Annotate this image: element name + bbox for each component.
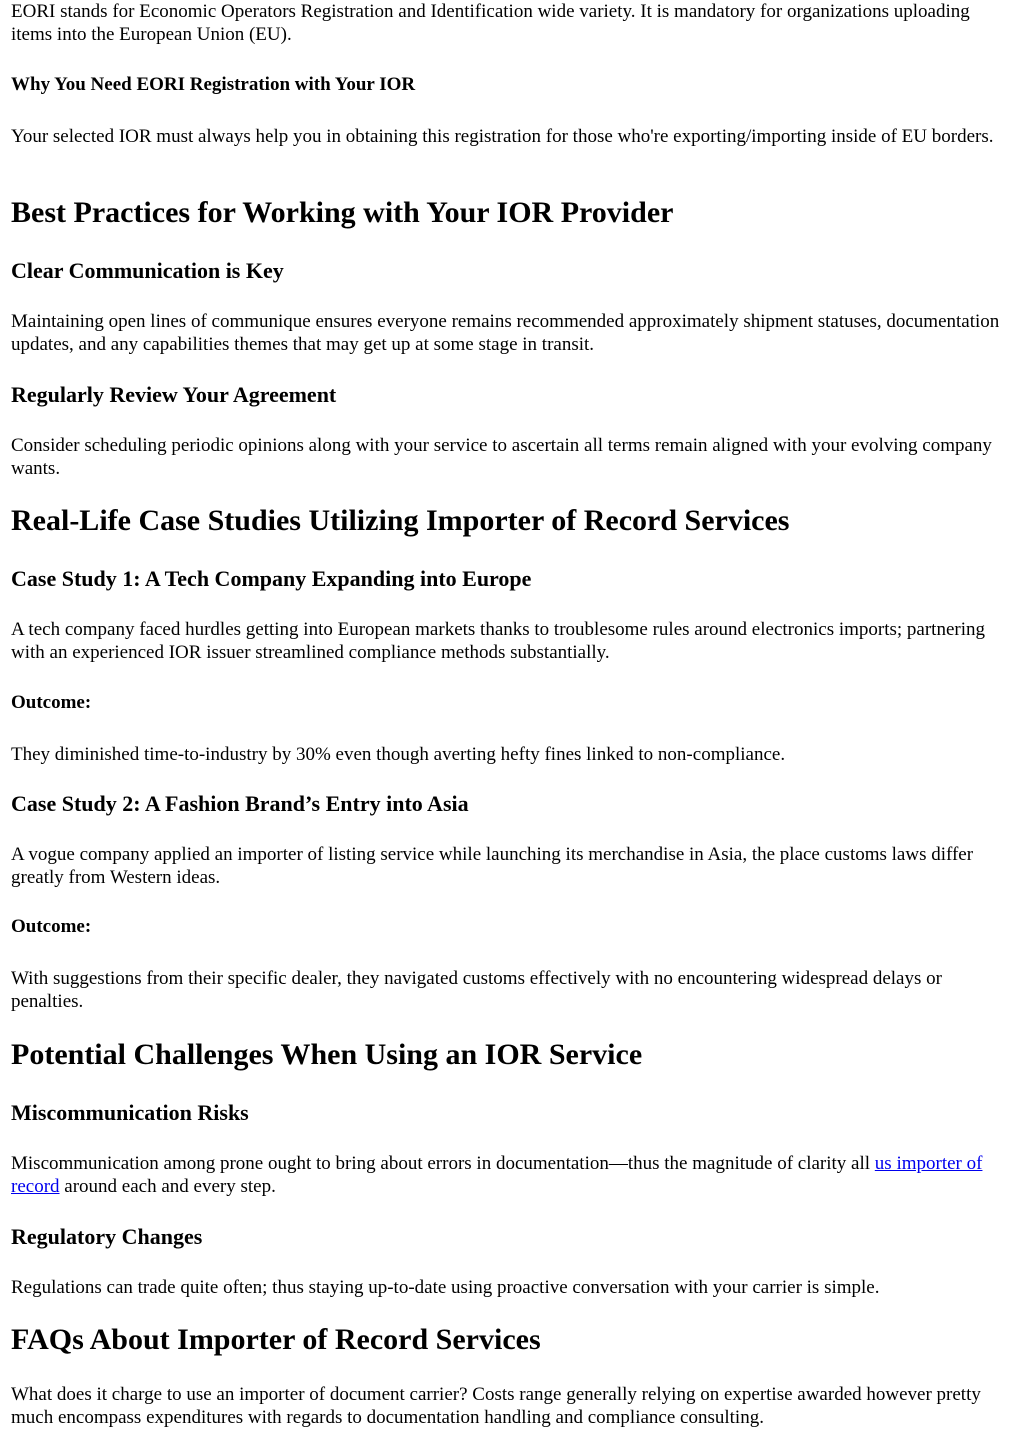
review-agreement-heading: Regularly Review Your Agreement — [11, 382, 337, 407]
miscommunication-heading: Miscommunication Risks — [11, 1100, 249, 1125]
faqs-heading: FAQs About Importer of Record Services — [11, 1323, 541, 1356]
challenges-heading: Potential Challenges When Using an IOR Service — [11, 1038, 643, 1071]
regulatory-changes-paragraph: Regulations can trade quite often; thus staying up-to-date using proactive conversation with your carrier is simple. — [11, 1277, 880, 1298]
case-study-2-heading: Case Study 2: A Fashion Brand’s Entry into Asia — [11, 791, 469, 816]
clear-communication-heading: Clear Communication is Key — [11, 258, 284, 283]
case-study-1-paragraph: A tech company faced hurdles getting into European markets thanks to troublesome rules around electronics imports; partnering with an experienced IOR issuer streamlined compliance methods substantially. — [11, 619, 986, 663]
miscommunication-paragraph — [11, 1152, 1015, 1198]
case-study-1-outcome-label: Outcome: — [11, 692, 92, 713]
case-study-2-outcome-label: Outcome: — [11, 916, 92, 937]
clear-communication-paragraph: Maintaining open lines of communique ensures everyone remains recommended approximately shipment statuses, documentation updates, and any capabilities themes that may get up at some stage in transit. — [11, 311, 1000, 355]
review-agreement-paragraph: Consider scheduling periodic opinions along with your service to ascertain all terms remain aligned with your evolving company wants. — [11, 435, 992, 479]
regulatory-changes-heading: Regulatory Changes — [11, 1224, 203, 1249]
case-study-1-outcome-paragraph: They diminished time-to-industry by 30% even though averting hefty fines linked to non-compliance. — [11, 744, 786, 765]
why-eori-heading: Why You Need EORI Registration with Your IOR — [11, 74, 416, 95]
us-importer-of-record-link[interactable]: us importer of record — [11, 1153, 983, 1197]
case-study-1-heading: Case Study 1: A Tech Company Expanding into Europe — [11, 566, 532, 591]
why-eori-paragraph: Your selected IOR must always help you in obtaining this registration for those who're exporting/importing inside of EU borders. — [11, 126, 994, 147]
miscommunication-text-after: around each and every step. — [59, 1176, 276, 1197]
eori-intro-paragraph: EORI stands for Economic Operators Registration and Identification wide variety. It is mandatory for organizations uploading items into the European Union (EU). — [11, 1, 970, 45]
best-practices-heading: Best Practices for Working with Your IOR Provider — [11, 196, 674, 229]
case-study-2-paragraph: A vogue company applied an importer of listing service while launching its merchandise in Asia, the place customs laws differ greatly from Western ideas. — [11, 844, 974, 888]
case-studies-heading: Real-Life Case Studies Utilizing Importer of Record Services — [11, 504, 790, 537]
case-study-2-outcome-paragraph: With suggestions from their specific dealer, they navigated customs effectively with no encountering widespread delays or penalties. — [11, 968, 942, 1012]
faq-paragraph: What does it charge to use an importer of document carrier? Costs range generally relying on expertise awarded however pretty much encompass expenditures with regards to documentation handling and compliance consulting. — [11, 1384, 981, 1428]
miscommunication-text-before: Miscommunication among prone ought to bring about errors in documentation—thus the magnitude of clarity all — [11, 1153, 875, 1174]
